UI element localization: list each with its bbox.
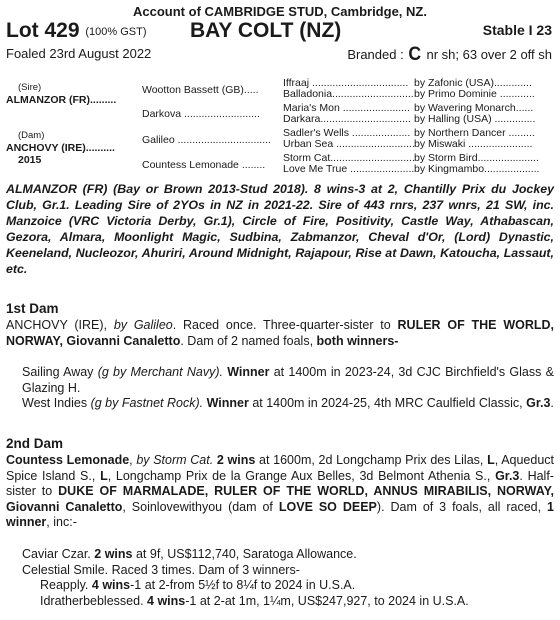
branded-rest: nr sh; 63 over 2 off sh	[426, 47, 552, 62]
foal-record: at 1400m in 2024-25, 4th MRC Caulfield Classic,	[252, 396, 523, 410]
race-text: ). Dam of 3 foals, all raced,	[376, 499, 542, 514]
granddam: Countess Lemonade ........	[142, 159, 266, 171]
grand-progeny-record: -1 at 2-at 1m, 1¼m, US$247,927, to 2024 in U.S.A.	[185, 594, 469, 608]
dam-foals-text: . Dam of 2 named foals,	[180, 333, 314, 348]
progeny-wins: 2 wins	[94, 547, 133, 561]
second-dam-heading: 2nd Dam	[6, 436, 64, 451]
dam-name: ANCHOVY (IRE),	[6, 318, 108, 332]
race-text: , Soinlovewithyou (dam of	[122, 499, 273, 514]
grandsire-dam-side: Galileo ................................	[142, 134, 271, 146]
race-text: at 1600m, 2d Longchamp Prix des Lilas,	[259, 453, 484, 467]
foal-record: at 1400m in 2023-24, 3d CJC Birchfield's Glass & Glazing H.	[22, 365, 554, 395]
ggs-5: Sadler's Wells ....................	[283, 127, 411, 139]
grandsire: Wootton Bassett (GB).....	[142, 84, 259, 96]
lot-label: Lot 429	[6, 19, 80, 42]
foal-entry	[22, 396, 554, 412]
ggs-6: Urban Sea ...........................	[283, 138, 415, 150]
foal-winner: Winner	[227, 365, 270, 379]
sire-label: (Sire)	[18, 82, 42, 93]
branded-label: Branded :	[347, 47, 404, 62]
gst-note: (100% GST)	[85, 26, 147, 38]
ggs-3: Maria's Mon .......................	[283, 102, 410, 114]
grand-progeny-wins: 4 wins	[91, 578, 131, 592]
progeny-entry	[22, 547, 554, 563]
listed-mark: L	[100, 468, 108, 483]
granddam-sire-side: Darkova ..........................	[142, 108, 260, 120]
ggs-by-4: by Halling (USA) ..............	[414, 113, 536, 125]
dam-race-text: . Raced once. Three-quarter-sister to	[172, 318, 391, 332]
race-text: , inc:-	[46, 515, 77, 529]
ggs-by-2: by Primo Dominie ............	[414, 88, 535, 100]
ggs-by-7: by Storm Bird.....................	[414, 152, 539, 164]
foal-record-end: .	[550, 396, 554, 410]
ggs-by-3: by Wavering Monarch......	[414, 102, 534, 114]
progeny-name: Celestial Smile. Raced 3 times. Dam of 3 winners-	[22, 563, 300, 577]
progeny-name: Caviar Czar.	[22, 547, 91, 561]
grand-progeny-record: -1 at 2-from 5½f to 8¼f to 2024 in U.S.A.	[130, 578, 356, 592]
foal-group: Gr.3	[526, 396, 551, 410]
ggs-1: Iffraaj .................................	[283, 77, 409, 89]
race-text: . Half-sister to	[6, 468, 554, 498]
dam-name: ANCHOVY (IRE)..........	[6, 142, 115, 154]
brand-info	[347, 46, 552, 64]
dam-year: 2015	[18, 154, 42, 166]
first-dam-paragraph	[6, 318, 554, 349]
grand-progeny-wins: 4 wins	[147, 594, 186, 608]
lot-number	[6, 19, 147, 43]
horse-title: BAY COLT (NZ)	[190, 19, 342, 42]
ggs-8: Love Me True ......................	[283, 163, 415, 175]
group-mark: Gr.3	[495, 468, 520, 483]
second-dam-name: Countess Lemonade	[6, 453, 130, 467]
foaled-date: Foaled 23rd August 2022	[6, 46, 152, 61]
foal-name: Sailing Away	[22, 365, 94, 379]
first-dam-heading: 1st Dam	[6, 301, 59, 316]
foal-entry	[22, 365, 554, 396]
second-dam-wins: 2 wins	[216, 453, 256, 467]
ggs-by-6: by Miswaki ......................	[414, 138, 533, 150]
second-dam-paragraph: Countess Lemonade, by Storm Cat. 2 wins at 1600m, 2d Longchamp Prix des Lilas, L, Aqueduct Spice Island S., L, Longchamp Prix de la Grange Aux Belles, 3d Belmont Athenia S., Gr.3. Half-sister to DUKE OF MARMALADE, RULER OF THE WORLD, ANNUS MIRABILIS, NORWAY, Giovanni Canaletto, Soinlovewithyou (dam of LOVE SO DEEP). Dam of 3 foals, all raced, 1 winner, inc:-	[6, 453, 555, 529]
ggs-by-5: by Northern Dancer .........	[414, 127, 535, 139]
ggs-2: Balladonia............................	[283, 88, 414, 100]
race-text: , Aqueduct Spice Island S.,	[6, 453, 555, 483]
brand-mark-icon: C	[408, 44, 422, 65]
listed-mark: L	[487, 453, 495, 467]
race-text: , Longchamp Prix de la Grange Aux Belles, 3d Belmont Athenia S.,	[107, 468, 491, 483]
foal-pedigree: (g by Fastnet Rock).	[90, 396, 204, 410]
siblings: DUKE OF MARMALADE, RULER OF THE WORLD, ANNUS MIRABILIS, NORWAY, Giovanni Canaletto	[6, 484, 554, 514]
progeny-entry	[22, 563, 554, 579]
progeny-record: at 9f, US$112,740, Saratoga Allowance.	[135, 547, 357, 561]
grand-progeny-entry	[40, 578, 554, 594]
ggs-7: Storm Cat.............................	[283, 152, 415, 164]
ggs-by-8: by Kingmambo...................	[414, 163, 540, 175]
sire-name: ALMANZOR (FR).........	[6, 94, 117, 106]
second-dam-sire: by Storm Cat.	[136, 453, 214, 467]
dam-sire: by Galileo	[113, 318, 173, 332]
foal-name: West Indies	[22, 396, 88, 410]
winners-count: 1 winner	[6, 499, 554, 529]
dam-relatives: RULER OF THE WORLD, NORWAY, Giovanni Canaletto	[6, 318, 554, 348]
grand-progeny-name: Reapply.	[40, 578, 89, 592]
foal-winner: Winner	[206, 396, 249, 410]
dam-label: (Dam)	[18, 130, 45, 141]
grand-progeny-entry	[40, 594, 554, 610]
grand-progeny-name: Idratherbeblessed.	[40, 594, 144, 608]
dam-foals-winners: both winners-	[316, 333, 399, 348]
foal-pedigree: (g by Merchant Navy).	[97, 365, 223, 379]
grand-offspring: LOVE SO DEEP	[278, 499, 377, 514]
ggs-by-1: by Zafonic (USA).............	[414, 77, 532, 89]
sire-description: ALMANZOR (FR) (Bay or Brown 2013-Stud 2018). 8 wins-3 at 2, Chantilly Prix du Jockey Club, Gr.1. Leading Sire of 2YOs in NZ in 2021-22. Sire of 443 rnrs, 237 wnrs, 21 SW, inc. Manzoice (VRC Victoria Derby, Gr.1), Circle of Fire, Positivity, Castle Way, Athabascan, Gezora, Almara, Moonlight Magic, Sudbina, Zabmanzor, Cheval d'Or, (Lord) Dynastic, Keeneland, Nucleozor, Ahuriri, Around Midnight, Rajapour, Rise at Dawn, Katoucha, Lassaut, etc.	[6, 182, 554, 276]
stable-number: Stable I 23	[482, 22, 552, 38]
consignor-line: Account of CAMBRIDGE STUD, Cambridge, NZ.	[133, 4, 427, 19]
ggs-4: Darkara...............................	[283, 113, 411, 125]
